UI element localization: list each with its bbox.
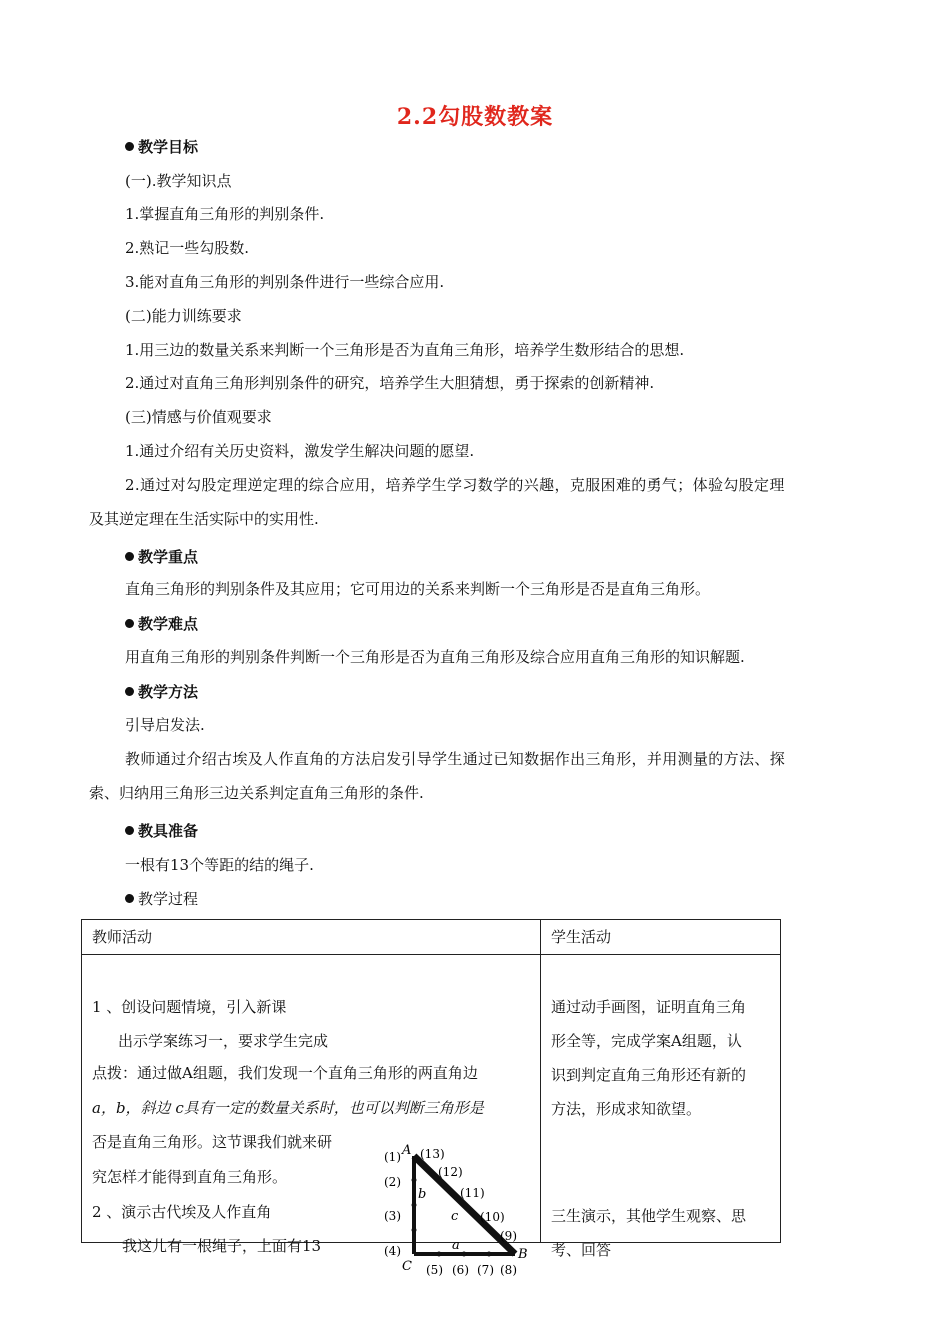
knot-label: (3) bbox=[384, 1209, 401, 1223]
knot-label: (7) bbox=[477, 1263, 494, 1277]
knowledge-item: 3.能对直角三角形的判别条件进行一些综合应用. bbox=[125, 273, 445, 291]
student-header-cell bbox=[541, 920, 781, 955]
difficulty-text: 用直角三角形的判别条件判断一个三角形是否为直角三角形及综合应用直角三角形的知识解题. bbox=[125, 648, 745, 666]
teacher-line: 否是直角三角形。这节课我们就来研 bbox=[92, 1133, 333, 1151]
process-heading: 教学过程 bbox=[125, 889, 198, 909]
ability-heading: (二)能力训练要求 bbox=[125, 307, 242, 325]
bullet-icon bbox=[125, 894, 134, 903]
rope-triangle-figure bbox=[380, 1138, 542, 1278]
knot-dot bbox=[462, 1252, 467, 1257]
student-line: 通过动手画图，证明直角三角 bbox=[551, 998, 747, 1016]
student-header: 学生活动 bbox=[551, 928, 612, 946]
bullet-icon bbox=[125, 826, 134, 835]
teacher-line: a，b，斜边 c具有一定的数量关系时，也可以判断三角形是 bbox=[92, 1099, 484, 1117]
teacher-line: 2 、演示古代埃及人作直角 bbox=[92, 1203, 272, 1221]
student-line: 识到判定直角三角形还有新的 bbox=[551, 1066, 747, 1084]
bullet-icon bbox=[125, 619, 134, 628]
teacher-header-cell bbox=[82, 920, 541, 955]
tools-heading: 教具准备 bbox=[125, 821, 198, 841]
bullet-icon bbox=[125, 142, 134, 151]
knot-label: (2) bbox=[384, 1175, 401, 1189]
method-heading: 教学方法 bbox=[125, 682, 198, 702]
teacher-line: 1 、创设问题情境，引入新课 bbox=[92, 998, 287, 1016]
knot-label: (6) bbox=[452, 1263, 469, 1277]
student-line: 形全等，完成学案A组题，认 bbox=[551, 1032, 742, 1050]
method-line: 索、归纳用三角形三边关系判定直角三角形的条件. bbox=[89, 784, 424, 802]
difficulty-heading: 教学难点 bbox=[125, 614, 198, 634]
knot-dot bbox=[412, 1228, 417, 1233]
side-label: c bbox=[451, 1209, 459, 1224]
vertex-label: A bbox=[402, 1143, 412, 1158]
tools-text: 一根有13个等距的结的绳子. bbox=[125, 856, 314, 874]
knowledge-heading: (一).教学知识点 bbox=[125, 172, 232, 190]
knot-dot bbox=[487, 1252, 492, 1257]
emotion-item: 1.通过介绍有关历史资料，激发学生解决问题的愿望. bbox=[125, 442, 475, 460]
knot-dot bbox=[412, 1203, 417, 1208]
ability-item: 1.用三边的数量关系来判断一个三角形是否为直角三角形，培养学生数形结合的思想. bbox=[125, 341, 685, 359]
knot-label: (4) bbox=[384, 1244, 401, 1258]
bullet-icon bbox=[125, 687, 134, 696]
knowledge-item: 1.掌握直角三角形的判别条件. bbox=[125, 205, 325, 223]
method-line: 引导启发法. bbox=[125, 716, 205, 734]
process-table bbox=[81, 919, 781, 1277]
knot-label: (1) bbox=[384, 1150, 401, 1164]
emotion-heading: (三)情感与价值观要求 bbox=[125, 408, 272, 426]
emotion-item: 2.通过对勾股定理逆定理的综合应用，培养学生学习数学的兴趣，克服困难的勇气；体验勾股定理 bbox=[125, 476, 785, 494]
key-heading: 教学重点 bbox=[125, 547, 198, 567]
side-label: a bbox=[452, 1238, 460, 1253]
teacher-line: 究怎样才能得到直角三角形。 bbox=[92, 1168, 288, 1186]
knot-label: (9) bbox=[500, 1229, 517, 1243]
knot-label: (12) bbox=[438, 1165, 463, 1179]
side-label: b bbox=[418, 1187, 427, 1202]
knot-label: (5) bbox=[426, 1263, 443, 1277]
knot-label: (8) bbox=[500, 1263, 517, 1277]
key-text: 直角三角形的判别条件及其应用；它可用边的关系来判断一个三角形是否是直角三角形。 bbox=[125, 580, 711, 598]
method-line: 教师通过介绍古埃及人作直角的方法启发引导学生通过已知数据作出三角形，并用测量的方法、探 bbox=[125, 750, 786, 768]
vertex-label: B bbox=[518, 1247, 528, 1262]
teacher-activity-cell bbox=[82, 955, 541, 1277]
knot-dot bbox=[437, 1252, 442, 1257]
teacher-line: 出示学案练习一，要求学生完成 bbox=[118, 1032, 329, 1050]
teacher-header: 教师活动 bbox=[92, 928, 153, 946]
ability-item: 2.通过对直角三角形判别条件的研究，培养学生大胆猜想，勇于探索的创新精神. bbox=[125, 374, 655, 392]
vertex-label: C bbox=[402, 1259, 412, 1274]
student-line: 方法，形成求知欲望。 bbox=[551, 1100, 702, 1118]
student-line: 考、回答 bbox=[551, 1241, 612, 1259]
knot-dot bbox=[412, 1178, 417, 1183]
student-activity-cell bbox=[541, 955, 781, 1259]
page-title: 2.2勾股数教案 bbox=[396, 104, 554, 130]
student-line: 三生演示，其他学生观察、思 bbox=[551, 1207, 747, 1225]
teacher-line: 点拨：通过做A组题，我们发现一个直角三角形的两直角边 bbox=[92, 1064, 478, 1082]
teacher-line: 我这儿有一根绳子，上面有13 bbox=[122, 1237, 322, 1255]
goals-heading: 教学目标 bbox=[125, 137, 198, 157]
knot-label: (11) bbox=[460, 1186, 485, 1200]
emotion-item-cont: 及其逆定理在生活实际中的实用性. bbox=[89, 510, 319, 528]
bullet-icon bbox=[125, 552, 134, 561]
knowledge-item: 2.熟记一些勾股数. bbox=[125, 239, 250, 257]
knot-label: (10) bbox=[480, 1210, 505, 1224]
knot-label: (13) bbox=[420, 1147, 445, 1161]
